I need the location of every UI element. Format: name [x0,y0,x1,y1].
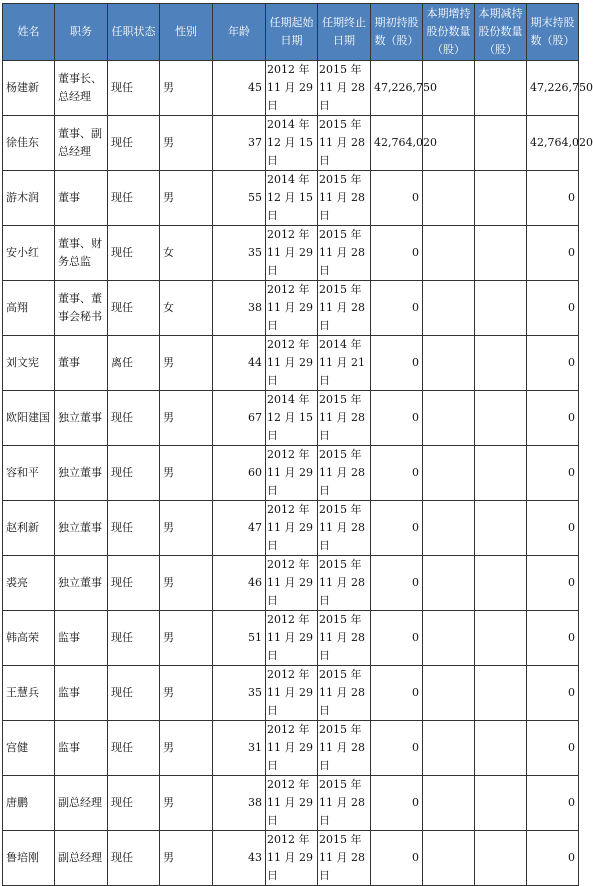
table-row [3,226,579,281]
cell-age: 51 [213,611,266,666]
table-row [3,776,579,831]
table-row [3,831,579,886]
cell-term-start: 2012 年 11 月 29 日 [266,611,318,666]
cell-age: 44 [213,336,266,391]
cell-decrease-shares [475,391,527,446]
cell-term-start: 2012 年 11 月 29 日 [266,281,318,336]
cell-begin-shares: 42,764,020 [371,116,423,171]
cell-name: 安小红 [3,226,55,281]
cell-name: 刘文宪 [3,336,55,391]
cell-increase-shares [423,226,475,281]
cell-gender: 男 [160,721,213,776]
cell-age: 55 [213,171,266,226]
cell-term-end: 2015 年 11 月 28 日 [318,611,371,666]
cell-status: 现任 [108,721,160,776]
cell-begin-shares: 0 [371,501,423,556]
cell-end-shares: 0 [527,831,579,886]
cell-term-start: 2012 年 11 月 29 日 [266,721,318,776]
cell-decrease-shares [475,666,527,721]
cell-end-shares: 0 [527,226,579,281]
cell-end-shares: 0 [527,556,579,611]
cell-decrease-shares [475,776,527,831]
table-row [3,116,579,171]
cell-age: 60 [213,446,266,501]
cell-age: 47 [213,501,266,556]
header-increase-shares: 本期增持股份数量（股） [423,4,475,61]
cell-term-end: 2015 年 11 月 28 日 [318,666,371,721]
cell-status: 现任 [108,666,160,721]
cell-term-end: 2015 年 11 月 28 日 [318,556,371,611]
cell-name: 王慧兵 [3,666,55,721]
cell-increase-shares [423,281,475,336]
cell-status: 现任 [108,116,160,171]
cell-end-shares: 0 [527,171,579,226]
cell-term-end: 2015 年 11 月 28 日 [318,776,371,831]
cell-end-shares: 0 [527,281,579,336]
cell-end-shares: 0 [527,611,579,666]
cell-status: 现任 [108,776,160,831]
cell-increase-shares [423,556,475,611]
cell-begin-shares: 0 [371,446,423,501]
cell-gender: 男 [160,171,213,226]
header-decrease-shares: 本期减持股份数量（股） [475,4,527,61]
cell-age: 38 [213,776,266,831]
table-body [3,61,593,886]
cell-decrease-shares [475,61,527,116]
cell-begin-shares: 0 [371,281,423,336]
cell-begin-shares: 0 [371,611,423,666]
cell-position: 副总经理 [55,831,108,886]
table-row [3,281,579,336]
cell-position: 独立董事 [55,501,108,556]
cell-begin-shares: 0 [371,171,423,226]
cell-gender: 男 [160,501,213,556]
cell-end-shares: 47,226,750 [527,61,579,116]
cell-term-start: 2012 年 11 月 29 日 [266,446,318,501]
cell-end-shares: 0 [527,721,579,776]
cell-name: 唐鹏 [3,776,55,831]
table-row [3,446,579,501]
cell-age: 37 [213,116,266,171]
cell-age: 67 [213,391,266,446]
cell-increase-shares [423,721,475,776]
cell-name: 欧阳建国 [3,391,55,446]
cell-decrease-shares [475,721,527,776]
cell-term-end: 2014 年 11 月 21 日 [318,336,371,391]
cell-gender: 男 [160,446,213,501]
cell-position: 董事 [55,336,108,391]
cell-term-end: 2015 年 11 月 28 日 [318,226,371,281]
cell-end-shares: 0 [527,776,579,831]
header-status: 任职状态 [108,4,160,61]
cell-begin-shares: 0 [371,391,423,446]
cell-status: 现任 [108,61,160,116]
header-age: 年龄 [213,4,266,61]
cell-begin-shares: 0 [371,721,423,776]
cell-increase-shares [423,446,475,501]
cell-name: 韩高荣 [3,611,55,666]
header-position: 职务 [55,4,108,61]
cell-term-end: 2015 年 11 月 28 日 [318,501,371,556]
cell-term-start: 2012 年 11 月 29 日 [266,831,318,886]
cell-position: 董事、董事会秘书 [55,281,108,336]
cell-increase-shares [423,391,475,446]
cell-end-shares: 42,764,020 [527,116,579,171]
cell-gender: 男 [160,391,213,446]
cell-status: 现任 [108,446,160,501]
cell-status: 现任 [108,501,160,556]
cell-term-start: 2014 年 12 月 15 日 [266,171,318,226]
cell-gender: 男 [160,61,213,116]
table-row [3,611,579,666]
cell-term-end: 2015 年 11 月 28 日 [318,721,371,776]
cell-begin-shares: 0 [371,556,423,611]
cell-term-start: 2012 年 11 月 29 日 [266,501,318,556]
table-row [3,171,579,226]
cell-age: 45 [213,61,266,116]
cell-term-end: 2015 年 11 月 28 日 [318,831,371,886]
cell-decrease-shares [475,226,527,281]
cell-decrease-shares [475,281,527,336]
cell-position: 监事 [55,611,108,666]
cell-begin-shares: 0 [371,831,423,886]
cell-begin-shares: 0 [371,336,423,391]
cell-increase-shares [423,831,475,886]
header-gender: 性别 [160,4,213,61]
table-row [3,61,579,116]
cell-position: 董事 [55,171,108,226]
cell-position: 副总经理 [55,776,108,831]
cell-age: 43 [213,831,266,886]
cell-end-shares: 0 [527,501,579,556]
cell-term-end: 2015 年 11 月 28 日 [318,116,371,171]
cell-position: 董事长、总经理 [55,61,108,116]
cell-name: 赵利新 [3,501,55,556]
cell-gender: 男 [160,776,213,831]
cell-name: 宫健 [3,721,55,776]
cell-increase-shares [423,611,475,666]
header-end-shares: 期末持股数（股） [527,4,579,61]
cell-end-shares: 0 [527,391,579,446]
table-row [3,721,579,776]
cell-position: 监事 [55,721,108,776]
cell-age: 31 [213,721,266,776]
cell-age: 35 [213,666,266,721]
cell-decrease-shares [475,611,527,666]
cell-gender: 男 [160,336,213,391]
cell-term-start: 2012 年 11 月 29 日 [266,336,318,391]
cell-age: 46 [213,556,266,611]
cell-begin-shares: 0 [371,226,423,281]
cell-status: 现任 [108,171,160,226]
cell-begin-shares: 0 [371,666,423,721]
cell-position: 监事 [55,666,108,721]
cell-status: 现任 [108,611,160,666]
table-row [3,556,579,611]
cell-status: 现任 [108,831,160,886]
cell-term-start: 2012 年 11 月 29 日 [266,226,318,281]
cell-decrease-shares [475,336,527,391]
cell-term-end: 2015 年 11 月 28 日 [318,391,371,446]
cell-name: 高翔 [3,281,55,336]
table-row [3,666,579,721]
cell-status: 离任 [108,336,160,391]
cell-name: 容和平 [3,446,55,501]
cell-status: 现任 [108,226,160,281]
table-row [3,336,579,391]
header-term-end: 任期终止日期 [318,4,371,61]
cell-decrease-shares [475,116,527,171]
cell-end-shares: 0 [527,336,579,391]
header-begin-shares: 期初持股数（股） [371,4,423,61]
shareholding-table [2,3,593,886]
cell-decrease-shares [475,501,527,556]
cell-gender: 女 [160,226,213,281]
header-name: 姓名 [3,4,55,61]
cell-term-end: 2015 年 11 月 28 日 [318,281,371,336]
cell-status: 现任 [108,556,160,611]
cell-gender: 男 [160,556,213,611]
cell-term-start: 2012 年 11 月 29 日 [266,666,318,721]
cell-increase-shares [423,776,475,831]
cell-term-start: 2012 年 11 月 29 日 [266,61,318,116]
cell-increase-shares [423,501,475,556]
cell-position: 独立董事 [55,446,108,501]
header-row [3,4,579,61]
cell-name: 鲁培刚 [3,831,55,886]
cell-decrease-shares [475,556,527,611]
cell-increase-shares [423,336,475,391]
cell-gender: 男 [160,831,213,886]
cell-name: 杨建新 [3,61,55,116]
cell-increase-shares [423,171,475,226]
cell-term-start: 2012 年 11 月 29 日 [266,556,318,611]
cell-term-end: 2015 年 11 月 28 日 [318,61,371,116]
table-row [3,501,579,556]
cell-term-start: 2014 年 12 月 15 日 [266,116,318,171]
cell-term-end: 2015 年 11 月 28 日 [318,171,371,226]
cell-gender: 男 [160,666,213,721]
cell-end-shares: 0 [527,666,579,721]
cell-gender: 男 [160,116,213,171]
cell-begin-shares: 47,226,750 [371,61,423,116]
cell-gender: 男 [160,611,213,666]
cell-status: 现任 [108,391,160,446]
cell-age: 38 [213,281,266,336]
cell-decrease-shares [475,171,527,226]
cell-name: 游木润 [3,171,55,226]
cell-name: 裘亮 [3,556,55,611]
cell-begin-shares: 0 [371,776,423,831]
cell-gender: 女 [160,281,213,336]
cell-position: 董事、副总经理 [55,116,108,171]
cell-term-start: 2014 年 12 月 15 日 [266,391,318,446]
cell-increase-shares [423,666,475,721]
cell-position: 董事、财务总监 [55,226,108,281]
cell-position: 独立董事 [55,556,108,611]
cell-decrease-shares [475,446,527,501]
table-row [3,391,579,446]
cell-term-end: 2015 年 11 月 28 日 [318,446,371,501]
cell-decrease-shares [475,831,527,886]
cell-term-start: 2012 年 11 月 29 日 [266,776,318,831]
cell-end-shares: 0 [527,446,579,501]
header-term-start: 任期起始日期 [266,4,318,61]
cell-status: 现任 [108,281,160,336]
cell-position: 独立董事 [55,391,108,446]
cell-age: 35 [213,226,266,281]
cell-name: 徐佳东 [3,116,55,171]
